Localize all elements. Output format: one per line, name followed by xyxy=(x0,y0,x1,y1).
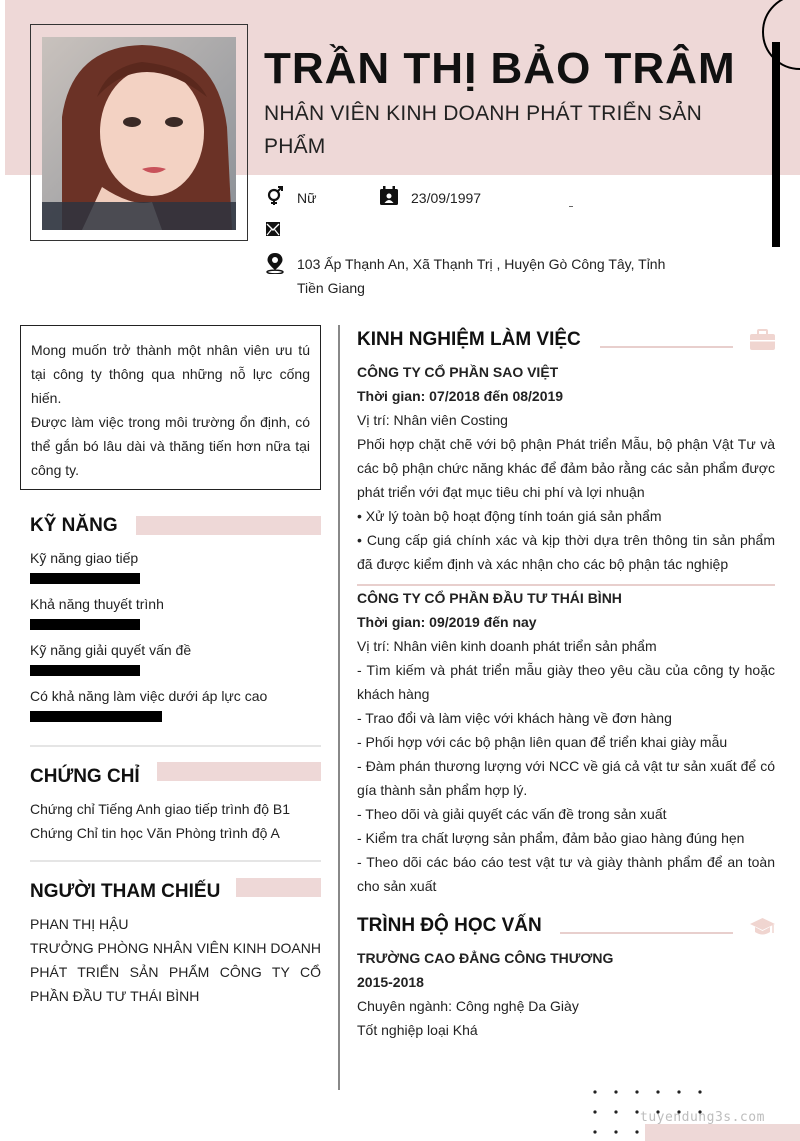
dob-value: 23/09/1997 xyxy=(411,190,482,206)
job-entry xyxy=(357,360,775,576)
graduation-cap-icon xyxy=(749,916,776,943)
job-entry xyxy=(357,586,775,898)
education-title: TRÌNH ĐỘ HỌC VẤN xyxy=(357,915,542,936)
job-detail: - Kiểm tra chất lượng sản phẩm, đảm bảo giao hàng đúng hẹn xyxy=(357,830,745,846)
skill-level-bar xyxy=(30,573,140,584)
study-years: 2015-2018 xyxy=(357,974,424,990)
experience-title: KINH NGHIỆM LÀM VIỆC xyxy=(357,329,581,350)
skills-title: KỸ NĂNG xyxy=(30,515,118,536)
column-divider xyxy=(338,325,340,1090)
reference-name: PHAN THỊ HẬU xyxy=(30,916,129,932)
job-detail: - Phối hợp với các bộ phận liên quan để triển khai giày mẫu xyxy=(357,734,728,750)
job-company: CÔNG TY CỔ PHẦN SAO VIỆT xyxy=(357,364,559,380)
certificates-title-accent xyxy=(157,762,321,781)
job-detail: - Theo dõi các báo cáo test vật tư và giày thành phẩm để an toàn cho sản xuất xyxy=(357,854,775,894)
decorative-vertical-bar xyxy=(772,42,780,247)
graduation-grade: Tốt nghiệp loại Khá xyxy=(357,1022,478,1038)
major: Chuyên ngành: Công nghệ Da Giày xyxy=(357,998,579,1014)
certificate-item: Chứng Chỉ tin học Văn Phòng trình độ A xyxy=(30,825,280,841)
divider xyxy=(30,745,321,747)
experience-title-line xyxy=(600,346,733,348)
references-title-accent xyxy=(236,878,321,897)
job-company: CÔNG TY CỔ PHẦN ĐẦU TƯ THÁI BÌNH xyxy=(357,590,622,606)
email-row xyxy=(265,221,297,241)
email-icon xyxy=(265,221,285,241)
candidate-job-title: NHÂN VIÊN KINH DOANH PHÁT TRIỂN SẢN PHẨM xyxy=(264,102,702,158)
education-title-line xyxy=(560,932,733,934)
address-row xyxy=(265,252,695,300)
skill-label: Khả năng thuyết trình xyxy=(30,596,164,612)
avatar xyxy=(42,37,236,230)
job-position: Vị trí: Nhân viên kinh doanh phát triển sản phẩm xyxy=(357,638,657,654)
job-detail: • Xử lý toàn bộ hoạt động tính toán giá sản phẩm xyxy=(357,508,662,524)
skill-level-bar xyxy=(30,665,140,676)
skill-label: Có khả năng làm việc dưới áp lực cao xyxy=(30,688,268,704)
gender-row xyxy=(265,186,316,210)
candidate-name: TRẦN THỊ BẢO TRÂM xyxy=(264,44,736,93)
skill-label: Kỹ năng giao tiếp xyxy=(30,550,139,566)
certificates-title: CHỨNG CHỈ xyxy=(30,766,140,787)
school-name: TRƯỜNG CAO ĐẲNG CÔNG THƯƠNG xyxy=(357,950,614,966)
job-detail: - Trao đổi và làm việc với khách hàng về đơn hàng xyxy=(357,710,672,726)
job-period: Thời gian: 09/2019 đến nay xyxy=(357,614,537,630)
dob-row xyxy=(379,186,481,210)
job-detail: Phối hợp chặt chẽ với bộ phận Phát triển Mẫu, bộ phận Vật Tư và các bộ phận chức năng khác để đảm bảo rằng các sản phẩm được phát triển với đạt mục tiêu chi phí và lợi nhuận xyxy=(357,436,775,500)
objective-line-2: Được làm việc trong môi trường ổn định, có thể gắn bó lâu dài và thăng tiến hơn nữa tại công ty. xyxy=(31,414,310,478)
gender-icon xyxy=(265,186,285,206)
job-position: Vị trí: Nhân viên Costing xyxy=(357,412,508,428)
certificate-item: Chứng chỉ Tiếng Anh giao tiếp trình độ B1 xyxy=(30,801,290,817)
objective-line-1: Mong muốn trở thành một nhân viên ưu tú tại công ty thông qua những nỗ lực cống hiến. xyxy=(31,342,310,406)
job-period: Thời gian: 07/2018 đến 08/2019 xyxy=(357,388,564,404)
calendar-icon xyxy=(379,186,399,206)
skill-label: Kỹ năng giải quyết vấn đề xyxy=(30,642,192,658)
education-entry xyxy=(357,946,775,1042)
reference-position: TRƯỞNG PHÒNG NHÂN VIÊN KINH DOANH PHÁT TRIỂN SẢN PHẨM CÔNG TY CỔ PHẦN ĐẦU TƯ THÁI BÌNH xyxy=(30,940,321,1004)
job-detail: - Đàm phán thương lượng với NCC về giá cả vật tư sản xuất để có gía thành sản phẩm hợp lý. xyxy=(357,758,775,798)
skills-title-accent xyxy=(136,516,321,535)
briefcase-icon xyxy=(749,329,776,356)
job-detail: - Tìm kiếm và phát triển mẫu giày theo yêu cầu của công ty hoặc khách hàng xyxy=(357,662,775,702)
skill-level-bar xyxy=(30,619,140,630)
decorative-bottom-band xyxy=(645,1124,800,1141)
skill-level-bar xyxy=(30,711,162,722)
divider xyxy=(30,860,321,862)
decorative-dash xyxy=(569,206,573,207)
job-detail: - Theo dõi và giải quyết các vấn đề trong sản xuất xyxy=(357,806,667,822)
references-title: NGƯỜI THAM CHIẾU xyxy=(30,881,221,902)
address-value: 103 Ấp Thạnh An, Xã Thạnh Trị , Huyện Gò Công Tây, Tỉnh Tiền Giang xyxy=(297,256,666,296)
career-objective xyxy=(20,325,321,490)
job-detail: • Cung cấp giá chính xác và kịp thời dựa trên thông tin sản phẩm đã được kiểm định và xác nhận cho các bộ phận tác nghiệp xyxy=(357,532,775,572)
location-pin-icon xyxy=(265,252,285,272)
gender-value: Nữ xyxy=(297,190,317,206)
watermark: tuyendung3s.com xyxy=(640,1110,765,1125)
